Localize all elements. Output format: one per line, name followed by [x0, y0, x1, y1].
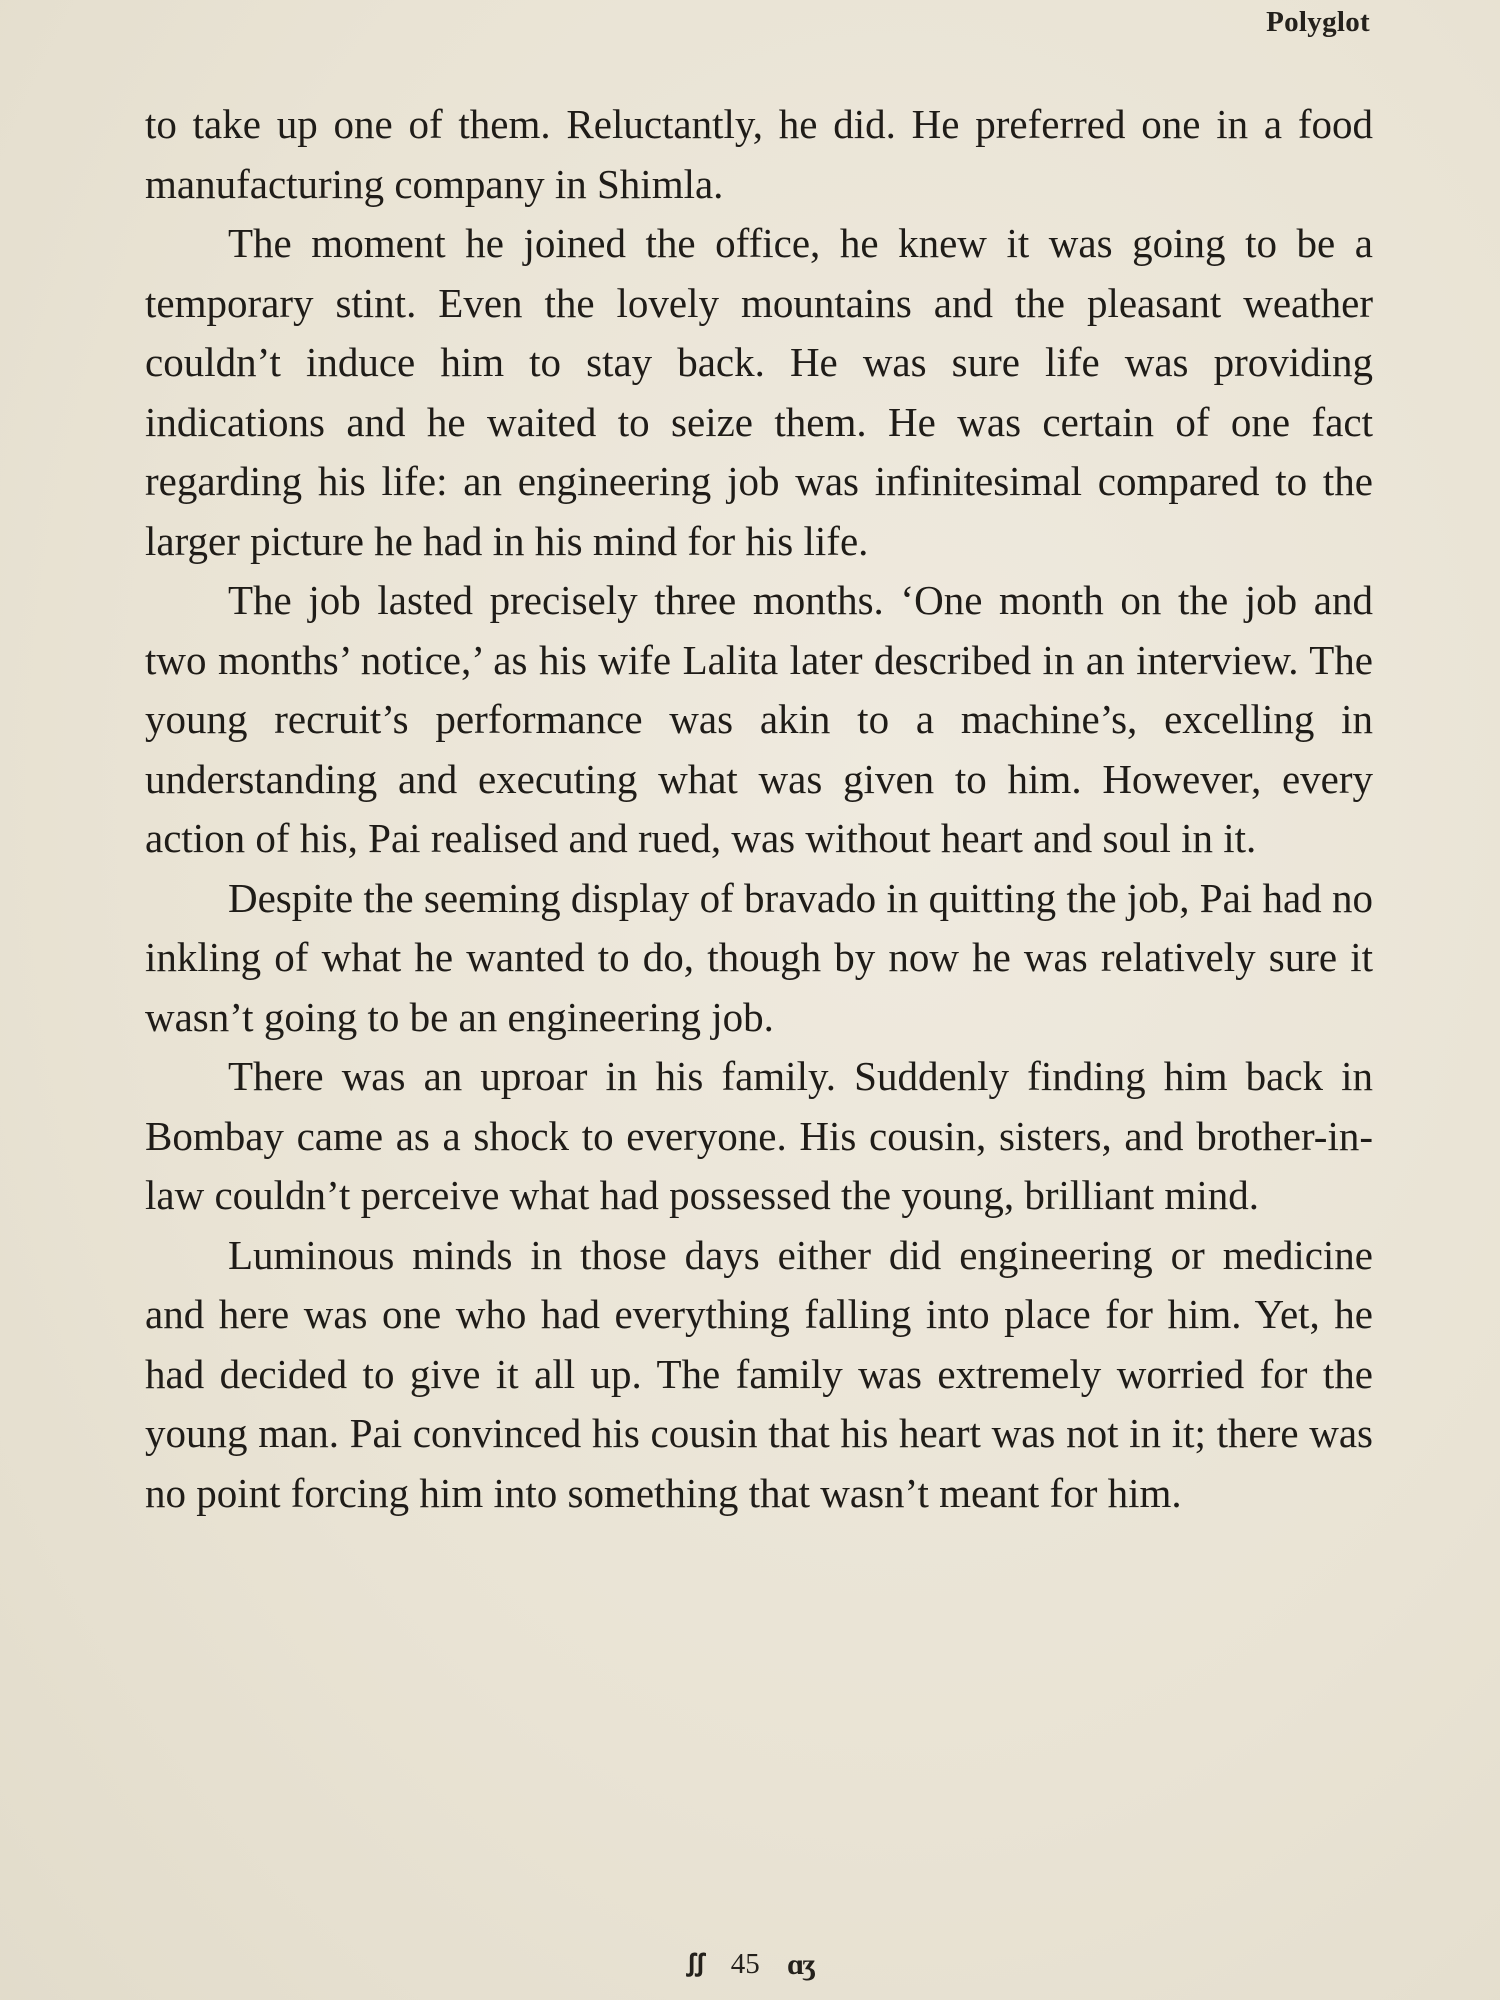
page-number: 45 — [730, 1948, 760, 1980]
running-header-title: Polyglot — [1266, 6, 1370, 38]
paragraph-5: There was an uproar in his family. Suddenly finding him back in Bombay came as a shock to everyone. His cousin, sisters, and brother-in-law couldn’t perceive what had possessed the young, brilliant mind. — [145, 1053, 1373, 1218]
paragraph-2: The moment he joined the office, he knew it was going to be a temporary stint. Even the lovely mountains and the pleasant weather couldn’t induce him to stay back. He was sure life was providing indications and he waited to seize them. He was certain of one fact regarding his life: an engineering job was infinitesimal compared to the larger picture he had in his mind for his life. — [145, 220, 1373, 564]
left-ornament-icon: ꭍꭍ — [686, 1950, 704, 1983]
body-text — [145, 95, 1373, 1523]
paragraph-3: The job lasted precisely three months. ‘One month on the job and two months’ notice,’ as his wife Lalita later described in an interview. The young recruit’s performance was akin to a machine’s, excelling in understanding and executing what was given to him. However, every action of his, Pai realised and rued, was without heart and soul in it. — [145, 577, 1373, 861]
paragraph-4: Despite the seeming display of bravado in quitting the job, Pai had no inkling of what he wanted to do, though by now he was relatively sure it wasn’t going to be an engineering job. — [145, 874, 1373, 1040]
right-ornament-icon: ɑʒ — [786, 1947, 814, 1981]
paragraph-1: to take up one of them. Reluctantly, he did. He preferred one in a food manufacturing company in Shimla. — [145, 101, 1373, 207]
page-footer — [0, 1944, 1500, 1985]
paragraph-6: Luminous minds in those days either did engineering or medicine and here was one who had everything falling into place for him. Yet, he had decided to give it all up. The family was extremely worried for the young man. Pai convinced his cousin that his heart was not in it; there was no point forcing him into something that wasn’t meant for him. — [145, 1231, 1373, 1516]
